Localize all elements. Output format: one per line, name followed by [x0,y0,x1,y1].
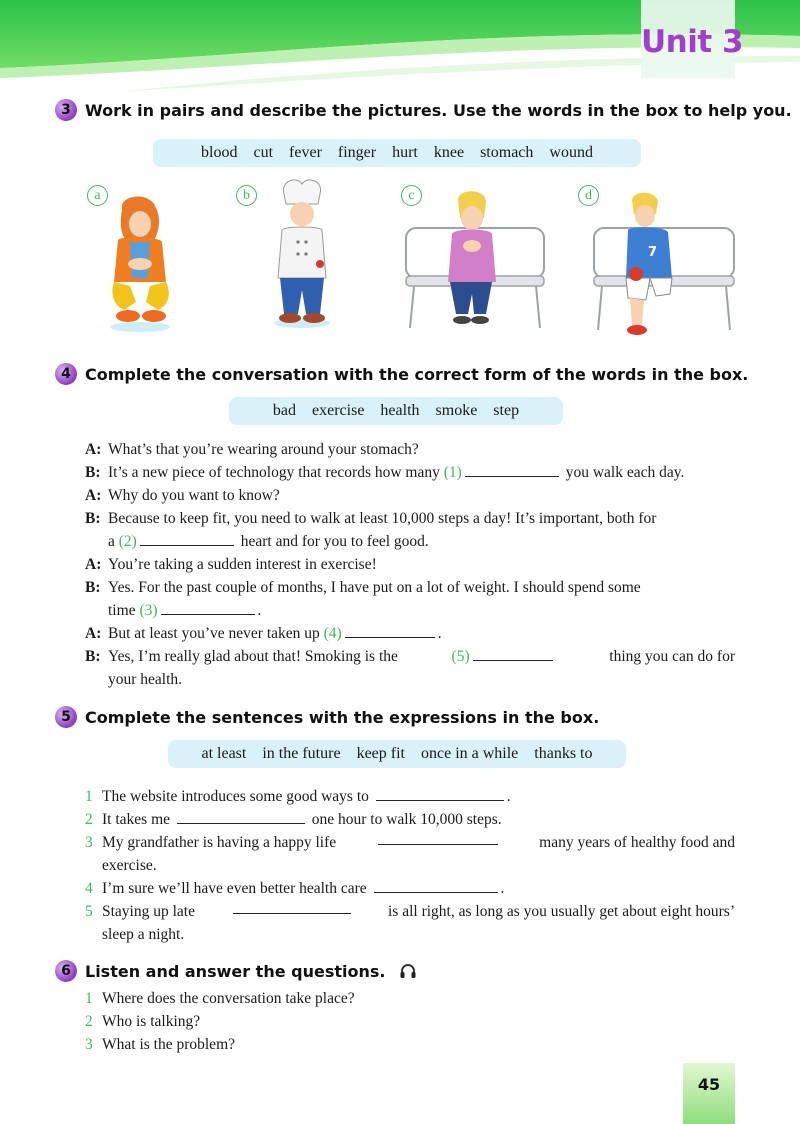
word-item: hurt [392,144,418,161]
item-number: 2 [85,1013,93,1030]
line-text: Why do you want to know? [108,487,280,504]
word-item: once in a while [420,745,519,762]
word-box [229,397,563,425]
exercise-number: 5 [55,706,77,728]
sentence-text: many years of healthy food and [539,834,735,851]
conversation-line [85,622,735,645]
answer-blank[interactable] [376,787,504,801]
word-item: thanks to [534,745,593,762]
exercise-4-heading [55,363,748,385]
speaker: A: [85,441,102,458]
line-text: Yes, I’m really glad about that! Smoking is the [108,648,398,665]
item-number: 1 [85,788,93,805]
picture-label-a: a [87,185,108,206]
sentence-text: exercise. [102,857,157,874]
blank-number: (3) [139,602,158,619]
conversation-line [85,553,735,576]
sentence-text: I’m sure we’ll have even better health care [102,880,367,897]
answer-blank[interactable] [345,624,435,638]
picture-label-d: d [578,185,599,206]
line-text: What’s that you’re wearing around your stomach? [108,441,419,458]
line-text: time [108,602,136,619]
speaker: B: [85,579,101,596]
conversation [85,438,735,691]
item-number: 3 [85,1036,93,1053]
exercise-6-heading [55,960,417,982]
sentence-text: The website introduces some good ways to [102,788,369,805]
sentence-text: one hour to walk 10,000 steps. [311,811,502,828]
page-number-box [683,1063,735,1124]
line-text: You’re taking a sudden interest in exercise! [108,556,377,573]
line-text: thing you can do for [609,648,735,665]
conversation-line [85,576,735,622]
item-number: 3 [85,834,93,851]
word-item: fever [289,144,322,161]
answer-blank[interactable] [233,900,351,914]
picture-a-stomachache [100,190,180,335]
line-text: It’s a new piece of technology that records how many [108,464,440,481]
conversation-line [85,461,735,484]
blank-number: (2) [118,533,137,550]
sentence-text: is all right, as long as you usually get about eight hours’ [388,903,735,920]
speaker: B: [85,464,101,481]
sentence-text: My grandfather is having a happy life [102,834,337,851]
question-list [85,987,735,1056]
line-text: heart and for you to feel good. [240,533,429,550]
word-item: in the future [262,745,341,762]
picture-d-hurt-knee [590,190,738,340]
speaker: A: [85,625,102,642]
exercise-number: 4 [55,363,77,385]
word-box [168,740,626,768]
exercise-instruction: Listen and answer the questions. [85,961,386,981]
speaker: B: [85,510,101,527]
question-item [85,1010,735,1033]
sentence-text: . [500,880,505,897]
speaker: A: [85,487,102,504]
answer-blank[interactable] [473,647,553,661]
speaker: A: [85,556,102,573]
exercise-5-heading [55,706,599,728]
sentence-item [85,831,735,877]
word-item: bad [272,402,297,419]
speaker: B: [85,648,101,665]
answer-blank[interactable] [374,879,498,893]
word-item: finger [337,144,377,161]
word-item: step [493,402,520,419]
exercise-instruction: Complete the conversation with the correct form of the words in the box. [85,364,749,384]
question-item [85,987,735,1010]
word-item: at least [201,745,247,762]
word-item: keep fit [356,745,405,762]
item-number: 4 [85,880,93,897]
exercise-instruction: Complete the sentences with the expressions in the box. [85,707,600,727]
item-number: 2 [85,811,93,828]
word-item: knee [433,144,465,161]
word-item: stomach [480,144,534,161]
question-text: Where does the conversation take place? [102,990,355,1007]
line-text: Because to keep fit, you need to walk at least 10,000 steps a day! It’s important, both for [108,510,657,527]
answer-blank[interactable] [465,463,559,477]
unit-title: Unit 3 [641,24,744,60]
sentence-item [85,808,735,831]
word-item: wound [549,144,593,161]
word-item: health [380,402,420,419]
sentence-list [85,785,735,946]
sentence-item [85,877,735,900]
page-number: 45 [697,1075,721,1094]
line-text: . [257,602,262,619]
answer-blank[interactable] [140,532,234,546]
picture-label-b: b [236,185,257,206]
conversation-line [85,645,735,691]
conversation-line [85,507,735,553]
blank-number: (5) [451,648,470,665]
blank-number: (4) [323,625,342,642]
picture-b-cut-finger [262,178,342,330]
sentence-item [85,785,735,808]
answer-blank[interactable] [177,810,305,824]
line-text: . [437,625,442,642]
headphones-icon[interactable] [399,962,417,980]
sentence-text: . [506,788,511,805]
line-text: Yes. For the past couple of months, I have put on a lot of weight. I should spend some [108,579,641,596]
conversation-line [85,484,735,507]
word-box [153,139,641,167]
question-text: What is the problem? [102,1036,235,1053]
word-item: smoke [435,402,478,419]
question-text: Who is talking? [102,1013,201,1030]
answer-blank[interactable] [378,831,498,845]
picture-label-c: c [401,185,422,206]
item-number: 1 [85,990,93,1007]
line-text: a [108,533,115,550]
word-item: cut [253,144,274,161]
item-number: 5 [85,903,93,920]
line-text: But at least you’ve never taken up [108,625,320,642]
exercise-number: 6 [55,960,77,982]
word-item: blood [201,144,238,161]
question-item [85,1033,735,1056]
picture-c-fever [400,190,550,335]
sentence-text: Staying up late [102,903,195,920]
line-text: you walk each day. [565,464,685,481]
exercise-3-heading [55,99,792,121]
exercise-number: 3 [55,99,77,121]
line-text: your health. [108,671,183,688]
sentence-text: It takes me [102,811,171,828]
exercise-instruction: Work in pairs and describe the pictures. Use the words in the box to help you. [85,100,792,120]
word-item: exercise [312,402,365,419]
sentence-text: sleep a night. [102,926,185,943]
sentence-item [85,900,735,946]
answer-blank[interactable] [161,601,255,615]
svg-text:7: 7 [648,245,658,260]
blank-number: (1) [443,464,462,481]
conversation-line [85,438,735,461]
